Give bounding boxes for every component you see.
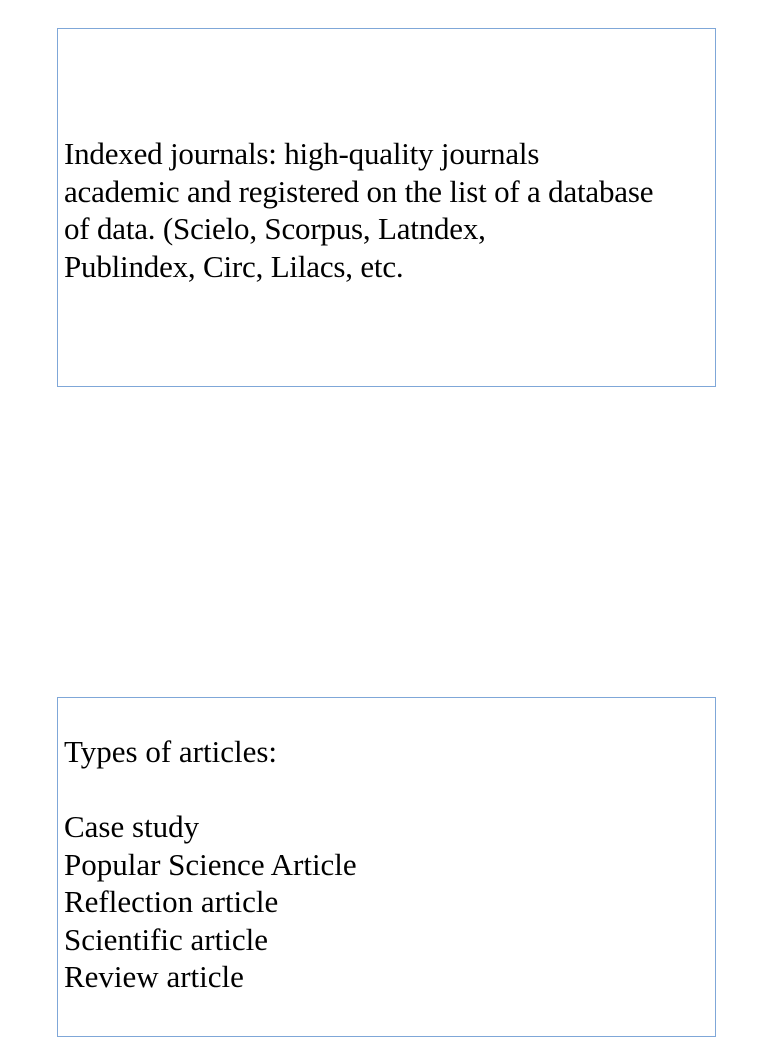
- article-type-item: Case study: [64, 809, 200, 844]
- paragraph-line: academic and registered on the list of a database: [64, 173, 654, 209]
- article-types-heading: Types of articles:: [64, 734, 278, 769]
- paragraph-line: Publindex, Circ, Lilacs, etc.: [64, 248, 404, 284]
- article-type-item: Popular Science Article: [64, 846, 357, 882]
- article-types-list: [64, 733, 707, 996]
- blank-line: [64, 771, 707, 809]
- indexed-journals-textbox: [57, 28, 716, 387]
- article-types-textbox: [57, 697, 716, 1037]
- article-type-item: Reflection article: [64, 884, 279, 919]
- paragraph-line: of data. (Scielo, Scorpus, Latndex,: [64, 211, 486, 246]
- paragraph-line: Indexed journals: high-quality journals: [64, 136, 540, 171]
- indexed-journals-paragraph: [64, 135, 707, 285]
- article-type-item: Review article: [64, 959, 244, 994]
- article-type-item: Scientific article: [64, 921, 268, 957]
